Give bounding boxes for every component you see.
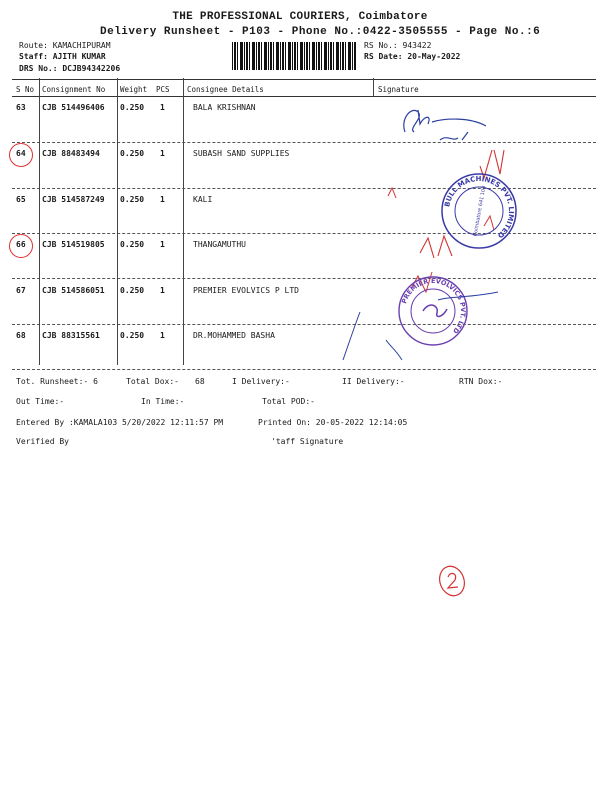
row-consignment: CJB 514586051 [42, 286, 105, 295]
row-consignment: CJB 88483494 [42, 149, 100, 158]
col-header-signature: Signature [378, 85, 419, 94]
row-consignment: CJB 514519805 [42, 240, 105, 249]
row-sno: 63 [16, 103, 26, 112]
handwritten-signature [404, 110, 486, 140]
stamp-text: PREMIER EVOLVICS PVT. LTD [400, 276, 468, 336]
pen-stroke [343, 312, 360, 360]
red-tick [420, 236, 452, 258]
company-stamp [399, 277, 467, 345]
row-consignment: CJB 514496406 [42, 103, 105, 112]
row-consignee: PREMIER EVOLVICS P LTD [193, 286, 299, 295]
row-pcs: 1 [160, 103, 165, 112]
row-consignee: BALA KRISHNAN [193, 103, 256, 112]
row-sno: 68 [16, 331, 26, 340]
drs-label: DRS No.: DCJB94342206 [19, 64, 121, 73]
verified-by: Verified By [16, 437, 69, 446]
i-delivery: I Delivery:- [232, 377, 290, 386]
col-header-consignment: Consignment No [42, 85, 106, 94]
staff-signature: 'taff Signature [271, 437, 344, 446]
row-weight: 0.250 [120, 286, 145, 295]
route-label: Route: KAMACHIPURAM [19, 41, 111, 50]
row-weight: 0.250 [120, 331, 145, 340]
row-sno: 66 [16, 240, 26, 249]
red-tick [388, 188, 396, 198]
row-sno: 65 [16, 195, 26, 204]
row-sno: 67 [16, 286, 26, 295]
col-header-sno: S No [16, 85, 35, 94]
printed-on: Printed On: 20-05-2022 12:14:05 [258, 418, 408, 427]
total-pod: Total POD:- [262, 397, 315, 406]
rs-date: RS Date: 20-May-2022 [364, 52, 461, 61]
red-tick [484, 216, 494, 230]
row-consignee: KALI [193, 195, 213, 204]
runsheet-subtitle: Delivery Runsheet - P103 - Phone No.:0422-3505555 - Page No.:6 [100, 26, 541, 38]
stamp-text: BULL MACHINES PVT. LIMITED [443, 174, 516, 240]
stamp-inner-text: Coimbatore 641 103 [472, 185, 488, 237]
rs-number: RS No.: 943422 [364, 41, 432, 50]
row-pcs: 1 [160, 149, 165, 158]
row-consignee: DR.MOHAMMED BASHA [193, 331, 275, 340]
out-time: Out Time:- [16, 397, 65, 406]
row-weight: 0.250 [120, 240, 145, 249]
entered-by: Entered By :KAMALA103 5/20/2022 12:11:57 PM [16, 418, 224, 427]
row-consignee: SUBASH SAND SUPPLIES [193, 149, 290, 158]
company-stamp [442, 174, 516, 248]
in-time: In Time:- [141, 397, 185, 406]
row-pcs: 1 [160, 195, 165, 204]
row-weight: 0.250 [120, 103, 145, 112]
row-consignee: THANGAMUTHU [193, 240, 246, 249]
row-consignment: CJB 514587249 [42, 195, 105, 204]
row-consignment: CJB 88315561 [42, 331, 100, 340]
row-pcs: 1 [160, 240, 165, 249]
col-header-pcs: PCS [156, 85, 170, 94]
page-mark-circle [436, 563, 469, 599]
row-pcs: 1 [160, 286, 165, 295]
staff-label: Staff: AJITH KUMAR [19, 52, 106, 61]
row-sno: 64 [16, 149, 26, 158]
total-dox-label: Total Dox:- [126, 377, 179, 386]
rtn-dox: RTN Dox:- [459, 377, 503, 386]
row-weight: 0.250 [120, 195, 145, 204]
ii-delivery: II Delivery:- [342, 377, 405, 386]
company-title: THE PROFESSIONAL COURIERS, Coimbatore [172, 11, 428, 23]
col-header-consignee: Consignee Details [187, 85, 264, 94]
total-dox-value: 68 [195, 377, 205, 386]
tot-runsheet: Tot. Runsheet:- 6 [16, 377, 98, 386]
row-weight: 0.250 [120, 149, 145, 158]
col-header-weight: Weight [120, 85, 148, 94]
row-pcs: 1 [160, 331, 165, 340]
